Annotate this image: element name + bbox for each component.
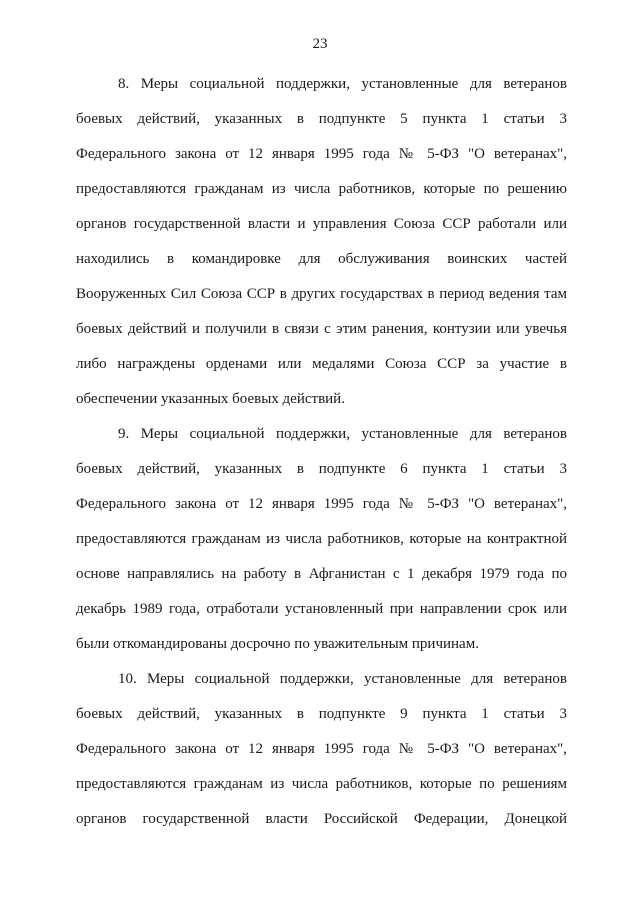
- paragraph-8-line: предоставляются гражданам из числа работников, которые по решению: [76, 181, 567, 197]
- paragraph-8-line: 8. Меры социальной поддержки, установленные для ветеранов: [118, 76, 567, 92]
- paragraph-10-line: боевых действий, указанных в подпункте 9 пункта 1 статьи 3: [76, 706, 567, 722]
- paragraph-9-line: основе направлялись на работу в Афганистан с 1 декабря 1979 года по: [76, 566, 567, 582]
- paragraph-10-line: предоставляются гражданам из числа работников, которые по решениям: [76, 776, 567, 792]
- paragraph-10-line: 10. Меры социальной поддержки, установленные для ветеранов: [118, 671, 567, 687]
- paragraph-8-line: боевых действий и получили в связи с этим ранения, контузии или увечья: [76, 321, 567, 337]
- paragraph-10-line: Федерального закона от 12 января 1995 года № 5-ФЗ "О ветеранах",: [76, 741, 567, 757]
- paragraph-9-line: боевых действий, указанных в подпункте 6 пункта 1 статьи 3: [76, 461, 567, 477]
- paragraph-8-line: либо награждены орденами или медалями Союза ССР за участие в: [76, 356, 567, 372]
- paragraph-8-line: находились в командировке для обслуживания воинских частей: [76, 251, 567, 267]
- paragraph-8-line: боевых действий, указанных в подпункте 5 пункта 1 статьи 3: [76, 111, 567, 127]
- paragraph-8-line: Вооруженных Сил Союза ССР в других государствах в период ведения там: [76, 286, 567, 302]
- paragraph-9-line: Федерального закона от 12 января 1995 года № 5-ФЗ "О ветеранах",: [76, 496, 567, 512]
- page-number: 23: [312, 36, 328, 52]
- paragraph-10-line: органов государственной власти Российской Федерации, Донецкой: [76, 811, 567, 827]
- paragraph-8-line: Федерального закона от 12 января 1995 года № 5-ФЗ "О ветеранах",: [76, 146, 567, 162]
- paragraph-9-line: предоставляются гражданам из числа работников, которые на контрактной: [76, 531, 567, 547]
- paragraph-8-line: органов государственной власти и управления Союза ССР работали или: [76, 216, 567, 232]
- paragraph-9-line: декабрь 1989 года, отработали установленный при направлении срок или: [76, 601, 567, 617]
- paragraph-9-line: 9. Меры социальной поддержки, установленные для ветеранов: [118, 426, 567, 442]
- paragraph-8-line: обеспечении указанных боевых действий.: [76, 391, 345, 407]
- paragraph-9-line: были откомандированы досрочно по уважительным причинам.: [76, 636, 479, 652]
